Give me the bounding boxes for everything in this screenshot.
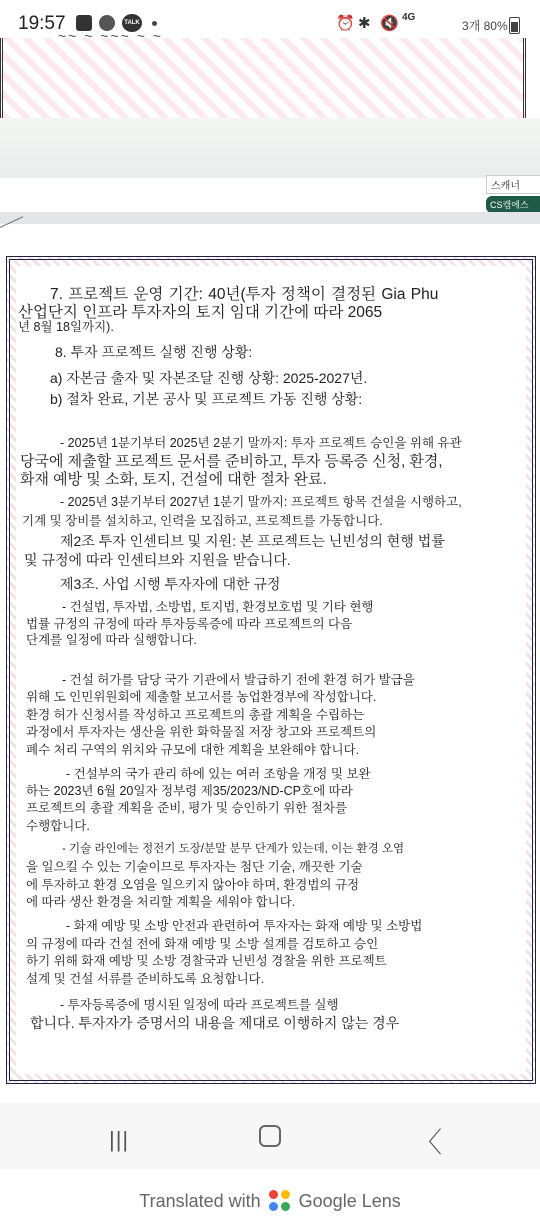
text-line: 에 투자하고 환경 오염을 일으키지 않아야 하며, 환경법의 규정 — [26, 878, 360, 892]
text-line: - 건설부의 국가 관리 하에 있는 여러 조항을 개정 및 보완 — [66, 767, 371, 781]
text-line: 과정에서 투자자는 생산을 위한 화학물질 저장 창고와 프로젝트의 — [26, 725, 377, 739]
text-line: - 2025년 1분기부터 2025년 2분기 말까지: 투자 프로젝트 승인을 위해 유관 — [60, 436, 462, 450]
text-line: 및 규정에 따라 인센티브와 지원을 받습니다. — [24, 552, 291, 568]
mute-icon: 🔇 — [380, 15, 399, 32]
status-time: 19:57 — [18, 13, 66, 34]
text-line: 을 일으킬 수 있는 기술이므로 투자자는 첨단 기술, 깨끗한 기술 — [26, 860, 363, 874]
text-line: - 2025년 3분기부터 2027년 1분기 말까지: 프로젝트 항목 건설을 시행하고, — [60, 495, 462, 509]
text-line: 기계 및 장비를 설치하고, 인력을 모집하고, 프로젝트를 가동합니다. — [22, 514, 383, 528]
kakaotalk-notification-icon: TALK — [122, 14, 142, 32]
text-line: 년 8월 18일까지). — [18, 320, 114, 334]
text-line: 당국에 제출할 프로젝트 문서를 준비하고, 투자 등록증 신청, 환경, — [20, 453, 443, 470]
text-line: - 기술 라인에는 정전기 도장/분말 분무 단계가 있는데, 이는 환경 오염 — [62, 843, 405, 855]
text-line: 8. 투자 프로젝트 실행 진행 상황: — [55, 344, 253, 360]
text-line: 화재 예방 및 소화, 토지, 건설에 대한 절차 완료. — [20, 471, 327, 488]
bluetooth-icon: ✱ — [358, 15, 371, 32]
text-line: 법률 규정의 규정에 따라 투자등록증에 따라 프로젝트의 다음 — [26, 617, 353, 631]
text-line: - 건설 허가를 담당 국가 기관에서 발급하기 전에 환경 허가 발급을 — [62, 673, 415, 687]
scan-background — [0, 118, 540, 178]
google-lens-brand: Google Lens — [298, 1190, 401, 1211]
text-line: 하는 2023년 6월 20일자 정부령 제35/2023/ND-CP호에 따라 — [26, 784, 353, 798]
battery-text: 3개 80% — [462, 19, 508, 33]
battery-icon — [509, 17, 520, 34]
lens-attribution-text: Translated with — [139, 1190, 261, 1211]
text-line: 산업단지 인프라 투자자의 토지 임대 기간에 따라 2065 — [18, 304, 383, 321]
text-line: 7. 프로젝트 운영 기간: 40년(투자 정책이 결정된 Gia Phu — [50, 286, 439, 303]
recent-apps-button[interactable]: ||| — [109, 1127, 130, 1152]
scanner-watermark — [486, 175, 540, 209]
lens-attribution-bar — [0, 1170, 540, 1232]
alarm-icon: ⏰ — [336, 15, 355, 32]
text-line: 제3조. 사업 시행 투자자에 대한 규정 — [60, 576, 281, 592]
text-line: - 투자등록증에 명시된 일정에 따라 프로젝트를 실행 — [60, 998, 339, 1012]
scanner-label-top: 스캐너 — [486, 175, 540, 194]
previous-page-fragment — [0, 28, 526, 121]
network-indicator: 4G — [402, 12, 416, 23]
home-button[interactable] — [259, 1125, 281, 1147]
back-button[interactable]: 〈 — [414, 1127, 443, 1158]
more-notifications-dot — [152, 21, 157, 26]
document-page — [0, 224, 540, 1104]
text-line: 합니다. 투자자가 증명서의 내용을 제대로 이행하지 않는 경우 — [30, 1015, 400, 1031]
text-line: a) 자본금 출자 및 자본조달 진행 상황: 2025-2027년. — [50, 370, 368, 386]
text-line: 단계를 일정에 따라 실행합니다. — [26, 633, 197, 647]
google-lens-icon — [269, 1190, 291, 1212]
handwriting-fragment: ~~ ~ ~~~ ~ ~ — [58, 28, 163, 44]
text-line: - 화재 예방 및 소방 안전과 관련하여 투자자는 화재 예방 및 소방법 — [66, 919, 423, 933]
page-separator — [0, 212, 540, 224]
text-line: 의 규정에 따라 건설 전에 화재 예방 및 소방 설계를 검토하고 승인 — [26, 937, 379, 951]
text-line: 프로젝트의 총괄 계획을 준비, 평가 및 승인하기 위한 절차를 — [26, 801, 348, 815]
text-line: 수행합니다. — [26, 819, 90, 833]
text-line: b) 절차 완료, 기본 공사 및 프로젝트 가동 진행 상황: — [50, 391, 363, 407]
text-line: 하기 위해 화재 예방 및 소방 경찰국과 닌빈성 경찰을 위한 프로젝트 — [26, 954, 387, 968]
scanner-label-bottom: CS캠에스 — [486, 196, 540, 213]
text-line: 위해 도 인민위원회에 제출할 보고서를 농업환경부에 작성합니다. — [26, 690, 377, 704]
text-line: - 건설법, 투자법, 소방법, 토지법, 환경보호법 및 기타 현행 — [62, 600, 374, 614]
text-line: 환경 허가 신청서를 작성하고 프로젝트의 총괄 계획을 수립하는 — [26, 708, 365, 722]
text-line: 설계 및 건설 서류를 준비하도록 요청합니다. — [26, 972, 265, 986]
text-line: 제2조 투자 인센티브 및 지원: 본 프로젝트는 닌빈성의 현행 법률 — [60, 533, 445, 549]
text-line: 에 따라 생산 환경을 처리할 계획을 세워야 합니다. — [26, 895, 296, 909]
text-line: 폐수 처리 구역의 위치와 규모에 대한 계획을 보완해야 합니다. — [26, 743, 360, 757]
system-nav-bar — [0, 1103, 540, 1169]
